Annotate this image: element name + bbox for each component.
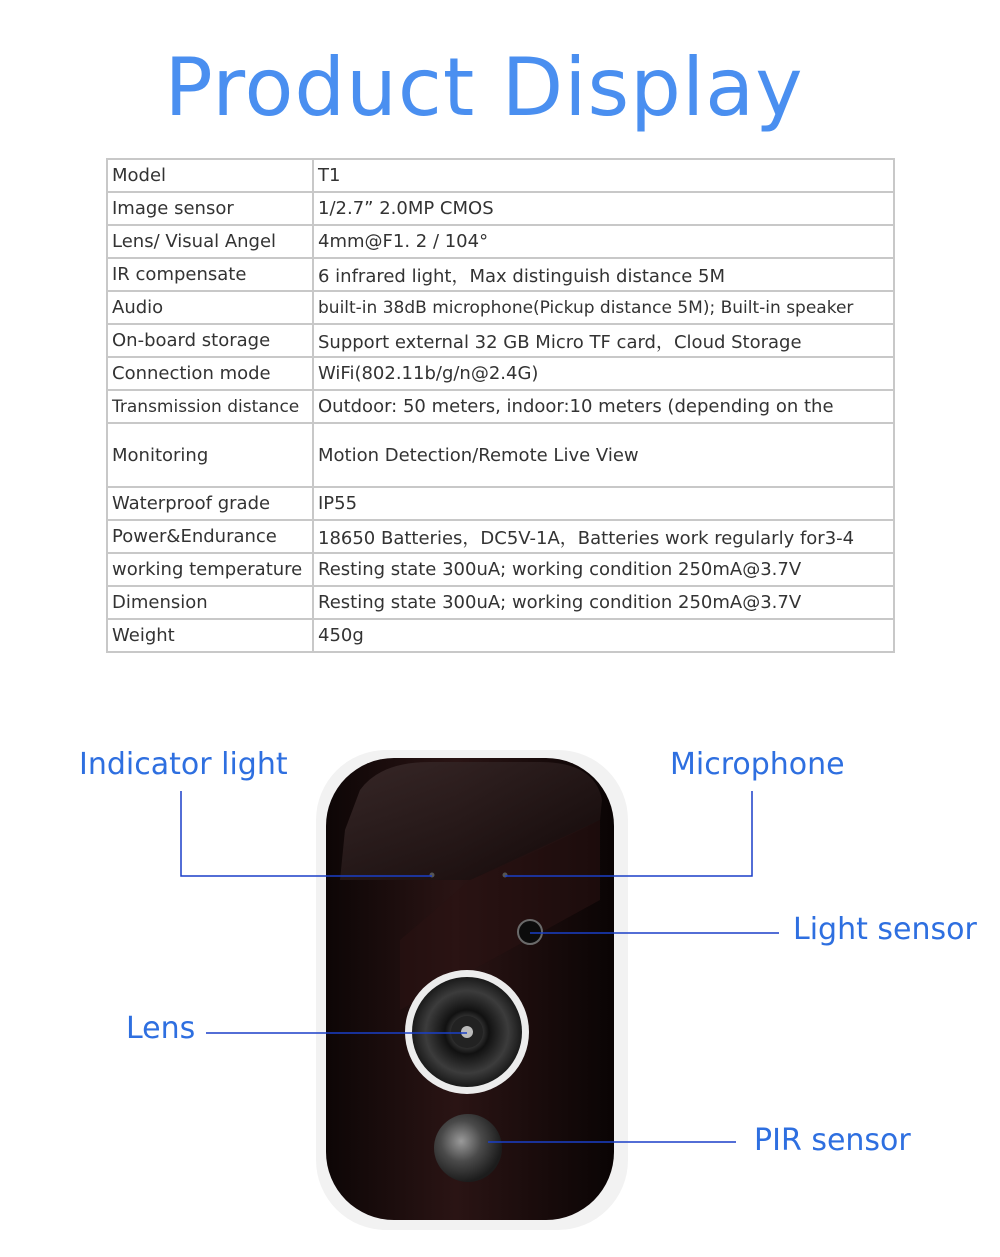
spec-key: On-board storage <box>107 324 313 357</box>
spec-value: Support external 32 GB Micro TF card，Cloud Storage <box>313 324 894 357</box>
spec-value: Outdoor: 50 meters, indoor:10 meters (depending on the <box>313 390 894 423</box>
spec-value: Motion Detection/Remote Live View <box>313 423 894 487</box>
lens-label: Lens <box>126 1011 196 1046</box>
spec-value: 6 infrared light，Max distinguish distance 5M <box>313 258 894 291</box>
spec-value: built-in 38dB microphone(Pickup distance 5M); Built-in speaker <box>313 291 894 324</box>
spec-key: Power&Endurance <box>107 520 313 553</box>
spec-key: Lens/ Visual Angel <box>107 225 313 258</box>
spec-key: Waterproof grade <box>107 487 313 520</box>
page-title: Product Display <box>164 41 804 134</box>
indicator-light-label: Indicator light <box>79 747 288 782</box>
pir-sensor <box>434 1114 502 1182</box>
spec-key: Monitoring <box>107 423 313 487</box>
light-sensor-label: Light sensor <box>793 912 977 947</box>
spec-value: T1 <box>313 159 894 192</box>
spec-key: Transmission distance <box>107 390 313 423</box>
spec-key: working temperature <box>107 553 313 586</box>
spec-value: 18650 Batteries，DC5V-1A，Batteries work regularly for3-4 <box>313 520 894 553</box>
spec-value: WiFi(802.11b/g/n@2.4G) <box>313 357 894 390</box>
spec-key: Image sensor <box>107 192 313 225</box>
spec-value: 4mm@F1. 2 / 104° <box>313 225 894 258</box>
pir-sensor-label: PIR sensor <box>754 1123 911 1158</box>
spec-value: Resting state 300uA; working condition 250mA@3.7V <box>313 586 894 619</box>
spec-value: 450g <box>313 619 894 652</box>
spec-key: Connection mode <box>107 357 313 390</box>
spec-value: IP55 <box>313 487 894 520</box>
spec-key: Model <box>107 159 313 192</box>
spec-key: IR compensate <box>107 258 313 291</box>
spec-key: Weight <box>107 619 313 652</box>
spec-value: Resting state 300uA; working condition 250mA@3.7V <box>313 553 894 586</box>
spec-key: Audio <box>107 291 313 324</box>
microphone-label: Microphone <box>670 747 845 782</box>
spec-key: Dimension <box>107 586 313 619</box>
light-sensor <box>518 920 542 944</box>
spec-value: 1/2.7” 2.0MP CMOS <box>313 192 894 225</box>
